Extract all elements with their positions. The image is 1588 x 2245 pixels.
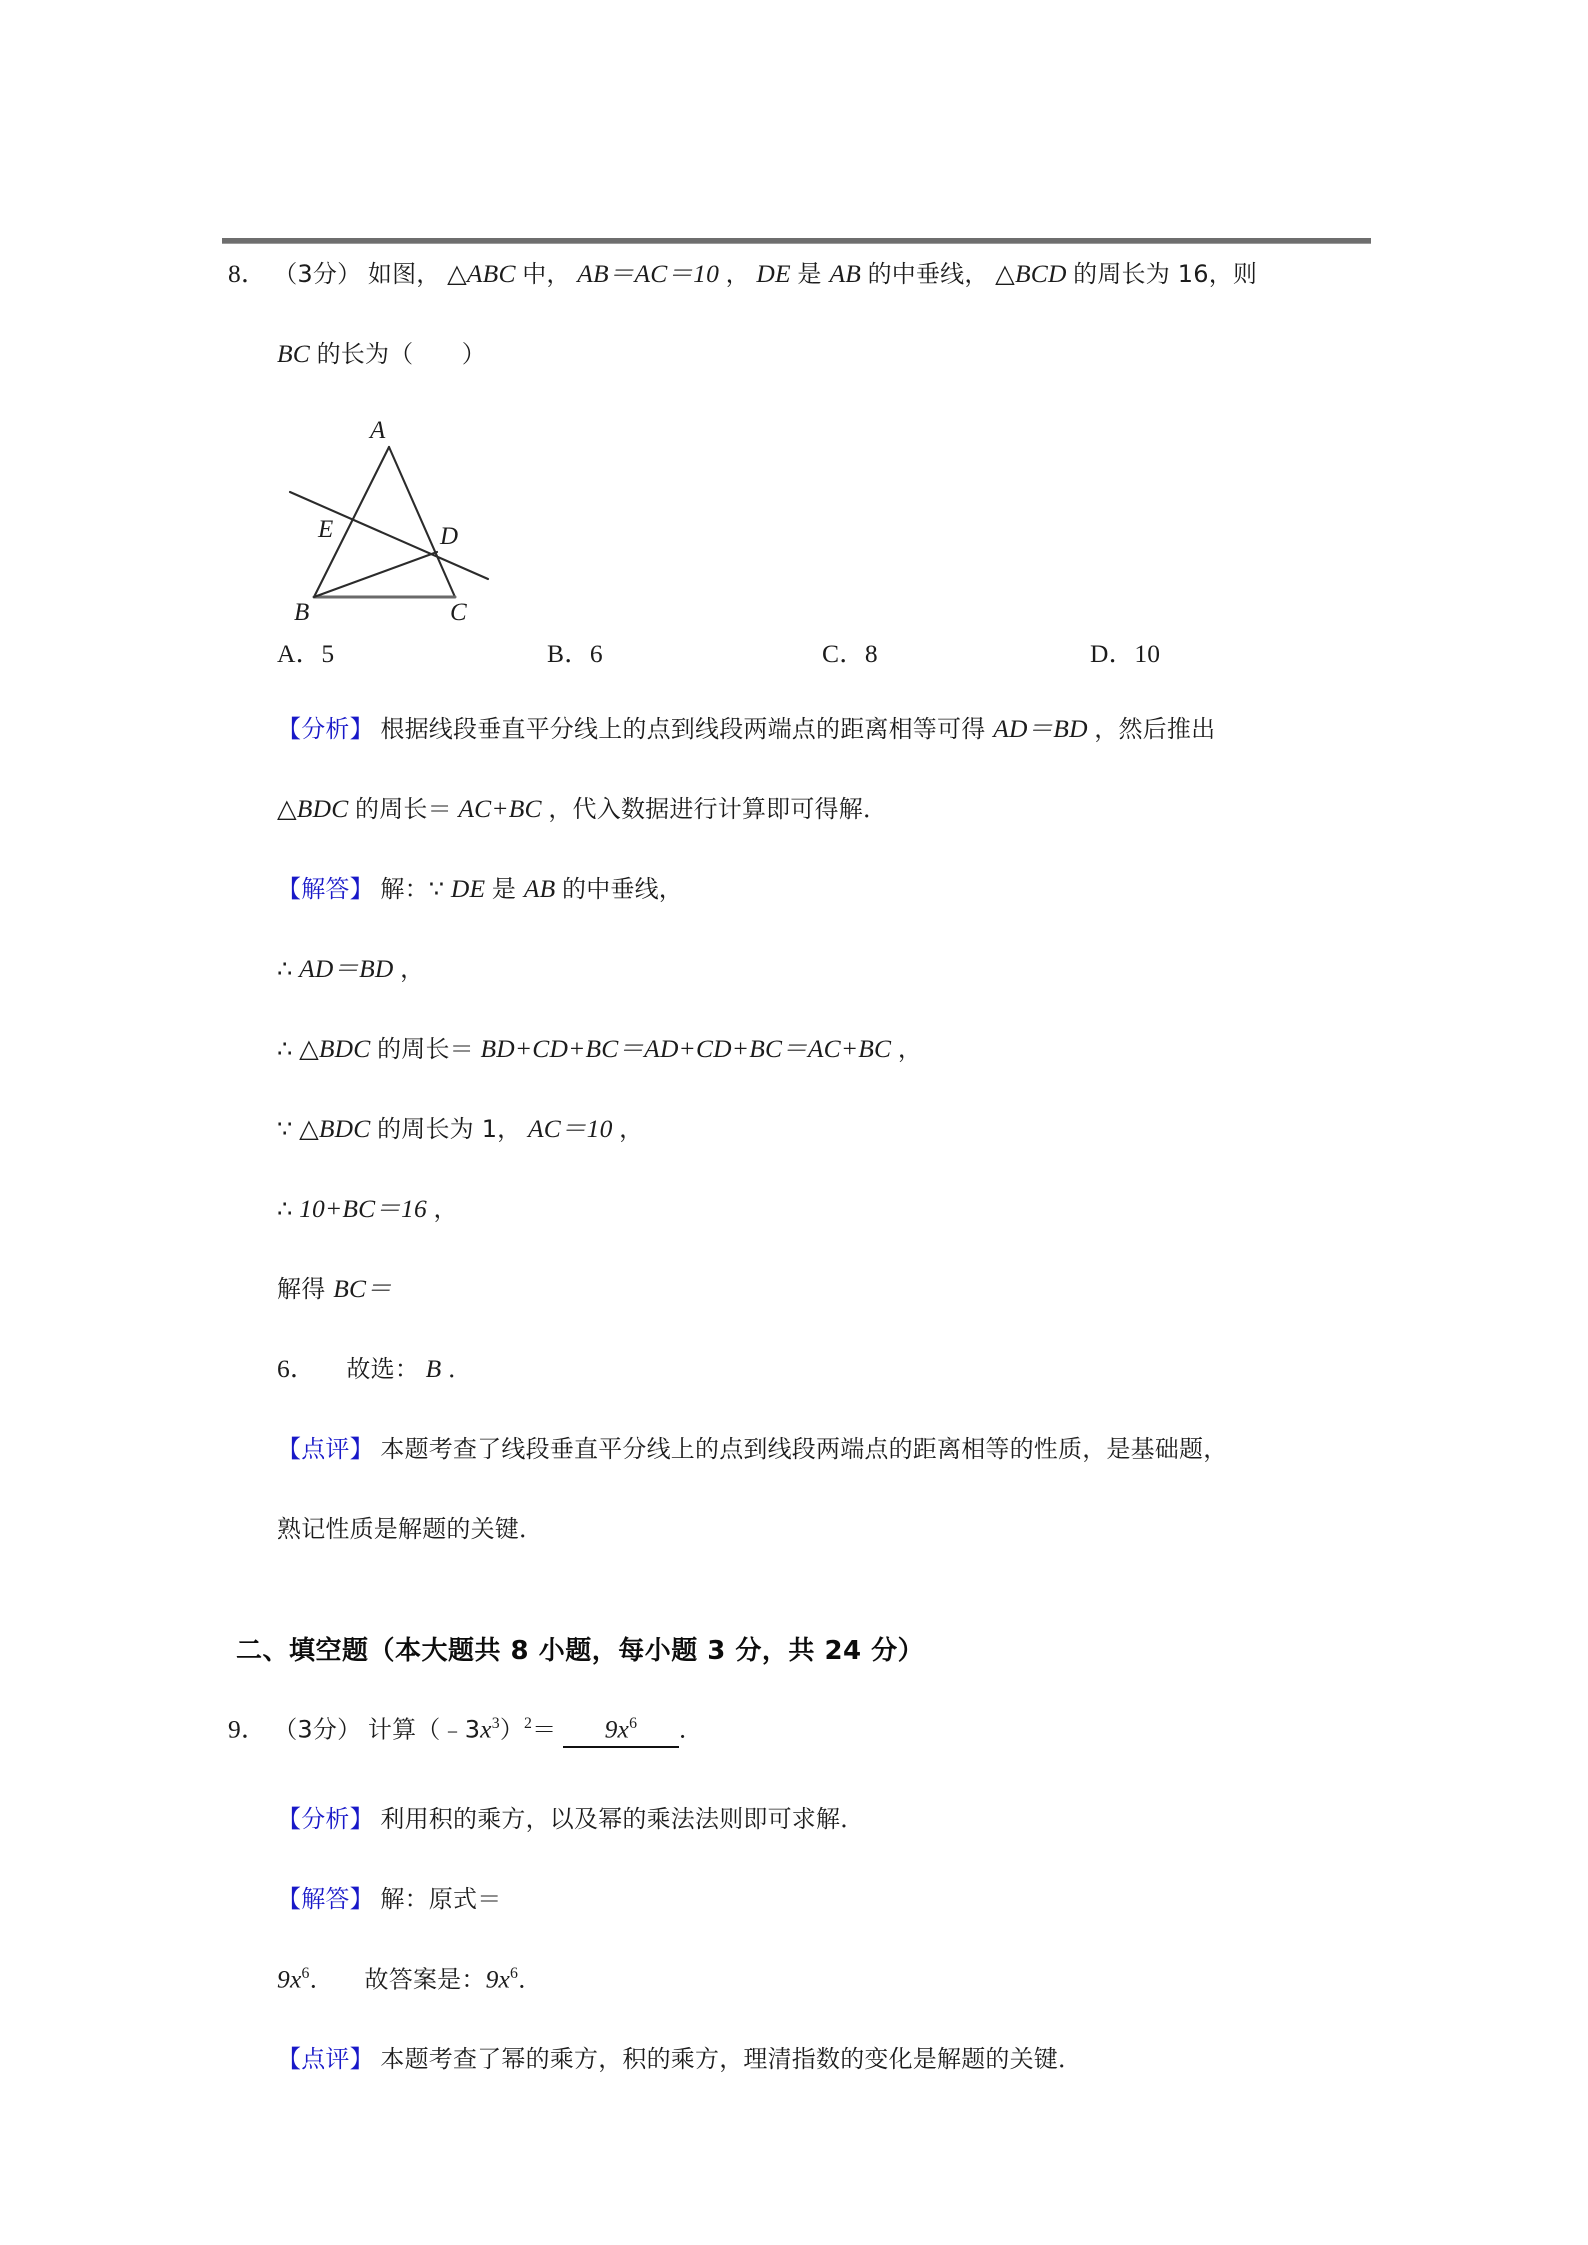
question-8-option-b[interactable] xyxy=(547,640,603,668)
question-8-stem-text-c: ， xyxy=(725,260,750,288)
question-8-solution-line-6 xyxy=(277,1275,392,1303)
comment-text-1: 本题考查了线段垂直平分线上的点到线段两端点的距离相等的性质，是基础题， xyxy=(380,1435,1228,1463)
question-8-solution-line-3 xyxy=(277,1035,922,1063)
result-period: ． xyxy=(309,1965,334,1994)
question-8-ab-ac-value: AB＝AC＝10 xyxy=(577,259,720,288)
question-9-number: 9． xyxy=(228,1714,267,1744)
solution-solve-text: 解得 xyxy=(277,1275,334,1303)
result-answer-period: ． xyxy=(518,1965,543,1994)
question-9-stem xyxy=(228,1715,703,1748)
solution-ad-equals-bd: AD＝BD xyxy=(299,954,394,983)
question-8-score: （3分） xyxy=(273,260,362,288)
comment-text-2: 熟记性质是解题的关键． xyxy=(277,1515,544,1543)
question-9-variable-x: x xyxy=(480,1714,492,1744)
solution-ab: AB xyxy=(523,874,556,903)
question-9-outer-exponent: 2 xyxy=(524,1715,533,1732)
analysis-triangle-bdc: △BDC xyxy=(277,794,349,823)
question-8-solution-line-4 xyxy=(277,1115,643,1143)
option-a-key: A． xyxy=(277,639,322,668)
solution-period: ． xyxy=(447,1355,473,1383)
solution-text-d: 的周长＝ xyxy=(377,1035,474,1063)
figure-label-e: E xyxy=(318,516,334,543)
solution-text-q9: 解：原式＝ xyxy=(380,1885,502,1913)
question-9-score: （3分） xyxy=(273,1715,362,1744)
question-8-solution-line-2 xyxy=(277,955,424,983)
solution-label-q9: 【解答】 xyxy=(277,1885,374,1913)
question-8-stem-text-d: 是 xyxy=(797,260,830,288)
result-answer-lead: 故答案是： xyxy=(340,1965,486,1994)
figure-label-a: A xyxy=(370,417,386,444)
solution-therefore-3: ∴ xyxy=(277,1195,293,1223)
question-8-ab-segment: AB xyxy=(829,259,861,288)
analysis-text-q9: 利用积的乘方，以及幂的乘法法则即可求解． xyxy=(380,1805,865,1833)
question-8-solution-line-5 xyxy=(277,1195,458,1223)
result-base: 9x xyxy=(277,1964,302,1994)
answer-base: 9x xyxy=(604,1714,630,1744)
question-9-stem-text-b: ） xyxy=(499,1715,525,1744)
question-9-solution xyxy=(277,1885,501,1913)
question-8-triangle-bcd: △BCD xyxy=(995,259,1067,288)
option-c-key: C． xyxy=(822,639,865,668)
question-8-stem-text-f: 的周长为 16，则 xyxy=(1073,260,1258,288)
question-8-option-d[interactable] xyxy=(1090,640,1160,668)
triangle-abc-diagram xyxy=(252,392,552,632)
analysis-text-b: ，然后推出 xyxy=(1094,715,1216,743)
segment-ac xyxy=(389,447,455,597)
solution-equation: 10+BC＝16 xyxy=(299,1194,427,1223)
question-9-x-exponent: 3 xyxy=(491,1715,500,1732)
header-divider xyxy=(222,238,1371,244)
question-9-equals: ＝ xyxy=(532,1715,557,1744)
analysis-text-a: 根据线段垂直平分线上的点到线段两端点的距离相等可得 xyxy=(380,715,994,743)
solution-triangle-bdc-2: △BDC xyxy=(299,1114,371,1143)
comment-label-q9: 【点评】 xyxy=(277,2045,374,2073)
question-8-stem-text-g: 的长为（ ） xyxy=(316,340,486,368)
analysis-label: 【分析】 xyxy=(277,715,374,743)
question-8-stem-text-b: 中， xyxy=(522,260,571,288)
analysis-text-c: 的周长＝ xyxy=(355,795,452,823)
figure-label-c: C xyxy=(450,599,467,626)
question-9-comment xyxy=(277,2045,1082,2073)
analysis-ad-bd: AD＝BD xyxy=(993,714,1088,743)
analysis-label-q9: 【分析】 xyxy=(277,1805,374,1833)
comment-label: 【点评】 xyxy=(277,1435,374,1463)
question-8-stem-text-e: 的中垂线， xyxy=(867,260,989,288)
solution-comma-4: ， xyxy=(433,1195,458,1223)
answer-exponent: 6 xyxy=(629,1715,638,1732)
result-answer-base: 9x xyxy=(485,1964,511,1994)
question-9-period: ． xyxy=(678,1715,704,1744)
question-9-answer-blank[interactable] xyxy=(563,1715,679,1748)
option-a-value: 5 xyxy=(321,639,335,668)
solution-perimeter-expansion: BD+CD+BC＝AD+CD+BC＝AC+BC xyxy=(480,1034,892,1063)
analysis-ac-plus-bc: AC+BC xyxy=(458,794,542,823)
solution-bc-value: 6． xyxy=(277,1354,316,1383)
question-8-de-segment: DE xyxy=(756,259,791,288)
solution-text-e: 的周长为 1， xyxy=(377,1115,522,1143)
section-2-heading: 二、填空题（本大题共 8 小题，每小题 3 分，共 24 分） xyxy=(236,1636,925,1666)
solution-comma-1: ， xyxy=(400,955,425,983)
solution-text-c: 的中垂线， xyxy=(562,875,683,903)
result-exponent: 6 xyxy=(301,1965,310,1982)
question-8-option-c[interactable] xyxy=(822,640,878,668)
option-b-key: B． xyxy=(547,639,590,668)
question-8-solution-line-1 xyxy=(277,875,683,903)
solution-therefore-2: ∴ xyxy=(277,1035,293,1063)
solution-comma-2: ， xyxy=(897,1035,923,1063)
solution-choose-text: 故选： xyxy=(322,1355,420,1383)
question-8-analysis-line-1 xyxy=(277,715,1215,743)
comment-text-q9: 本题考查了幂的乘方，积的乘方，理清指数的变化是解题的关键． xyxy=(380,2045,1083,2073)
solution-label: 【解答】 xyxy=(277,875,374,903)
solution-de: DE xyxy=(450,874,486,903)
solution-ac-value: AC＝10 xyxy=(527,1114,613,1143)
question-8-stem-text-a: 如图， xyxy=(367,260,441,288)
solution-bc-equals: BC＝ xyxy=(333,1274,392,1303)
question-8-number: 8． xyxy=(228,259,267,288)
option-b-value: 6 xyxy=(589,639,603,668)
option-d-key: D． xyxy=(1090,639,1135,668)
question-8-analysis-line-2 xyxy=(277,795,887,823)
question-8-comment-line-2 xyxy=(277,1515,543,1543)
question-8-triangle-abc: △ABC xyxy=(447,259,516,288)
option-d-value: 10 xyxy=(1134,639,1161,668)
question-8-comment-line-1 xyxy=(277,1435,1227,1463)
question-9-analysis xyxy=(277,1805,864,1833)
solution-chosen-option: B xyxy=(425,1354,442,1383)
question-8-bc-segment: BC xyxy=(277,339,310,368)
solution-comma-3: ， xyxy=(619,1115,644,1143)
solution-triangle-bdc: △BDC xyxy=(299,1034,371,1063)
question-9-result xyxy=(277,1965,542,1994)
figure-label-d: D xyxy=(440,523,459,550)
question-8-option-a[interactable] xyxy=(277,640,334,668)
solution-therefore-1: ∴ xyxy=(277,955,293,983)
solution-text-b: 是 xyxy=(491,875,524,903)
solution-text-a: 解：∵ xyxy=(380,875,445,903)
question-8-stem-line-2 xyxy=(277,340,486,368)
figure-label-b: B xyxy=(294,599,310,626)
result-answer-exponent: 6 xyxy=(510,1965,519,1982)
question-9-stem-text-a: 计算（﹣3 xyxy=(367,1715,481,1744)
question-8-figure xyxy=(252,392,552,632)
analysis-text-d: ，代入数据进行计算即可得解． xyxy=(548,795,888,823)
option-c-value: 8 xyxy=(864,639,878,668)
question-8-solution-line-7 xyxy=(277,1355,472,1383)
question-8-stem-line-1 xyxy=(228,260,1257,288)
solution-because-1: ∵ xyxy=(277,1115,293,1143)
